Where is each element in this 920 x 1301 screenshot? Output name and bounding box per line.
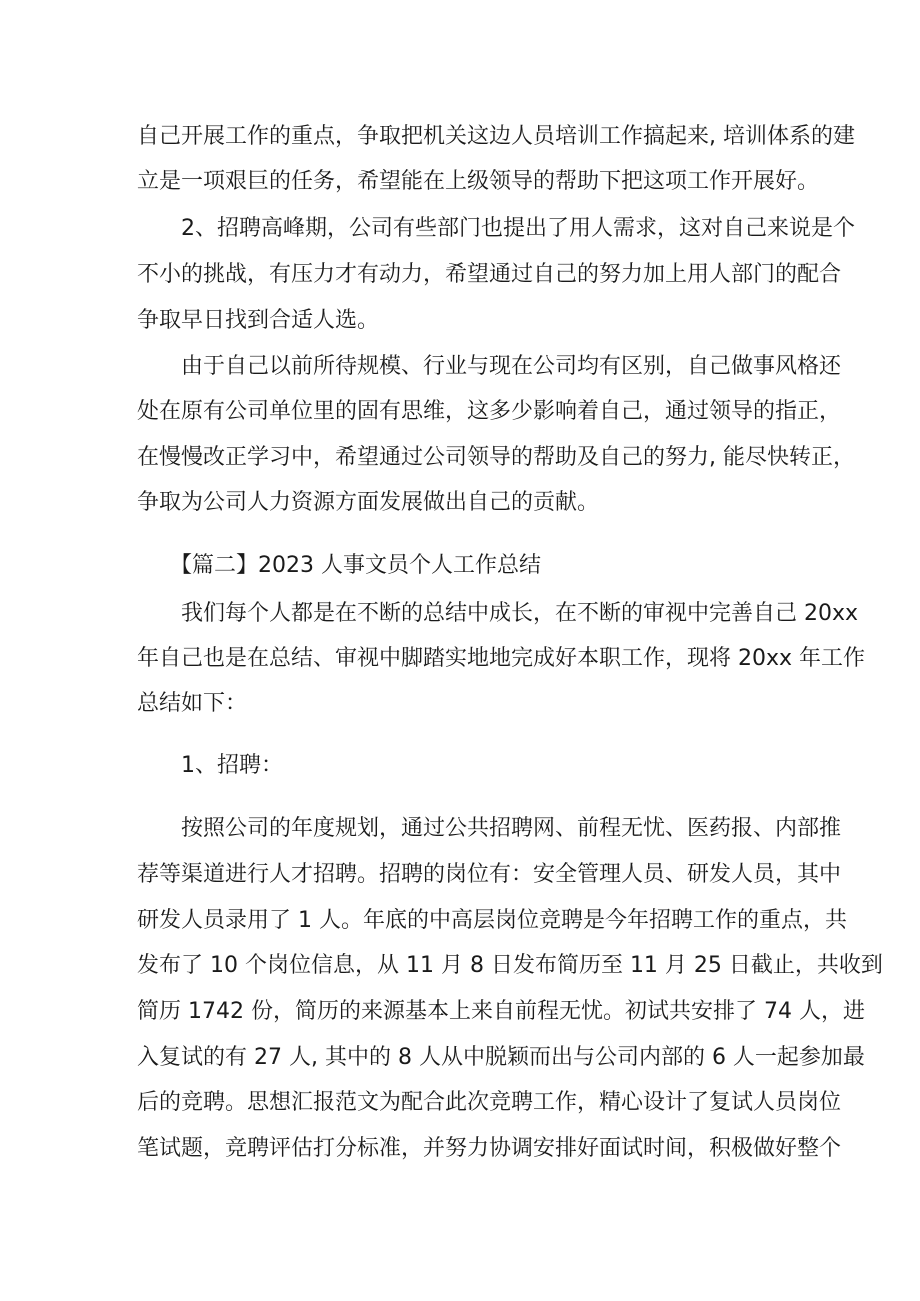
paragraph-line: 研发人员录用了 1 人。年底的中高层岗位竞聘是今年招聘工作的重点，共 (137, 908, 847, 933)
paragraph-line: 在慢慢改正学习中，希望通过公司领导的帮助及自己的努力, 能尽快转正， (137, 445, 855, 470)
subheading: 1、招聘： (181, 753, 283, 778)
section-title: 【篇二】2023 人事文员个人工作总结 (170, 553, 541, 578)
paragraph-line: 处在原有公司单位里的固有思维，这多少影响着自己，通过领导的指正， (137, 399, 842, 424)
paragraph-line: 后的竞聘。思想汇报范文为配合此次竞聘工作，精心设计了复试人员岗位 (137, 1090, 842, 1115)
paragraph-line: 争取为公司人力资源方面发展做出自己的贡献。 (137, 490, 600, 515)
paragraph-line: 笔试题，竞聘评估打分标准，并努力协调安排好面试时间，积极做好整个 (137, 1136, 842, 1161)
paragraph-line: 2、招聘高峰期，公司有些部门也提出了用人需求，这对自己来说是个 (181, 216, 855, 241)
paragraph-line: 争取早日找到合适人选。 (137, 308, 380, 333)
paragraph-line: 由于自己以前所待规模、行业与现在公司均有区别，自己做事风格还 (181, 354, 842, 379)
paragraph-line: 荐等渠道进行人才招聘。招聘的岗位有：安全管理人员、研发人员，其中 (137, 862, 842, 887)
paragraph-line: 入复试的有 27 人, 其中的 8 人从中脱颖而出与公司内部的 6 人一起参加最 (137, 1045, 865, 1070)
paragraph-line: 按照公司的年度规划，通过公共招聘网、前程无忧、医药报、内部推 (181, 816, 842, 841)
paragraph-line: 年自己也是在总结、审视中脚踏实地地完成好本职工作，现将 20xx 年工作 (137, 646, 866, 671)
paragraph-line: 自己开展工作的重点，争取把机关这边人员培训工作搞起来, 培训体系的建 (137, 124, 855, 149)
paragraph-line: 立是一项艰巨的任务，希望能在上级领导的帮助下把这项工作开展好。 (137, 169, 820, 194)
paragraph-line: 我们每个人都是在不断的总结中成长，在不断的审视中完善自己 20xx (181, 601, 859, 626)
paragraph-line: 不小的挑战，有压力才有动力，希望通过自己的努力加上用人部门的配合 (137, 262, 842, 287)
paragraph-line: 总结如下： (137, 691, 248, 716)
paragraph-line: 简历 1742 份，简历的来源基本上来自前程无忧。初试共安排了 74 人，进 (137, 999, 865, 1024)
paragraph-line: 发布了 10 个岗位信息，从 11 月 8 日发布简历至 11 月 25 日截止，共收到 (137, 953, 883, 978)
